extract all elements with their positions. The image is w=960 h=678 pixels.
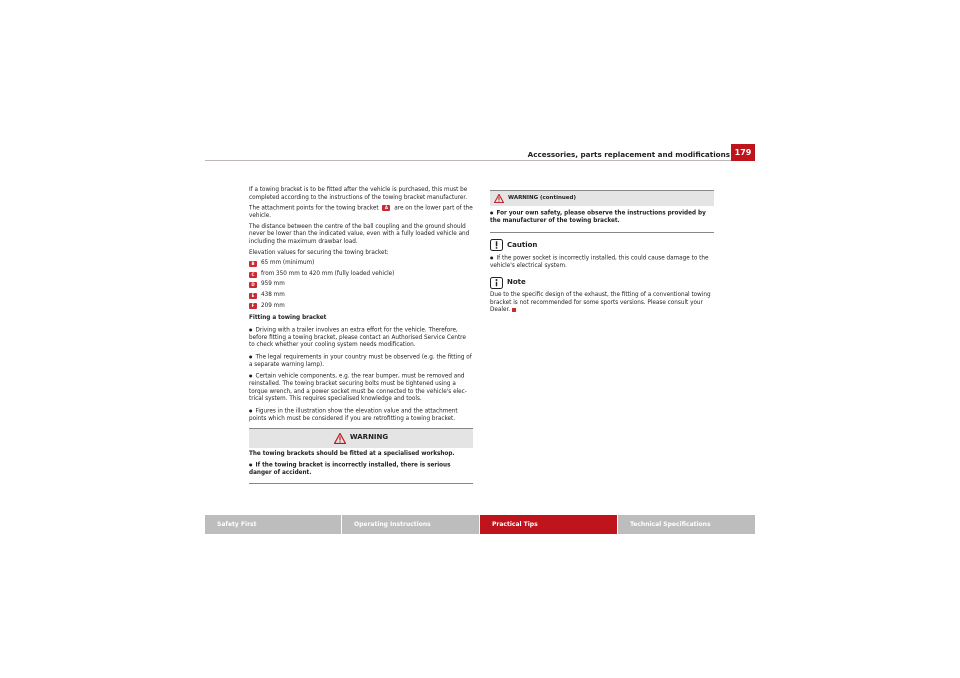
elevation-item: B 65 mm (minimum) xyxy=(249,260,473,268)
marker-d: D xyxy=(249,282,257,288)
caution-exclamation-icon xyxy=(490,239,503,251)
caution-header xyxy=(490,239,714,251)
elevation-item: D 959 mm xyxy=(249,281,473,289)
paragraph-elevation-intro: Elevation values for securing the towing bracket: xyxy=(249,249,389,256)
footer-tab-practical-tips[interactable]: Practical Tips xyxy=(480,515,617,534)
warning-line: The towing brackets should be fitted at a specialised workshop. xyxy=(249,450,455,457)
note-header xyxy=(490,277,714,289)
bullet-item: ● Figures in the illustration show the elevation value and the attachment points which must be considered if you are retrofitting a towing bracket. xyxy=(249,407,473,423)
paragraph-distance: The distance between the centre of the ball coupling and the ground should never be lower than the indicated value, even with a fully loaded vehicle and including the maximum drawbar load. xyxy=(249,223,470,246)
elevation-item: E 438 mm xyxy=(249,292,473,300)
elevation-item: F 209 mm xyxy=(249,303,473,311)
warning-continued-body xyxy=(490,206,714,233)
bullet-item: ● Certain vehicle components, e.g. the rear bumper, must be removed and reinstalled. The towing bracket securing bolts must be tightened using a torque wrench, and a power socket must be connected to the vehicle's elec-trical system. This requires specialised knowledge and tools. xyxy=(249,372,473,404)
warning-continued-header xyxy=(490,190,714,206)
bullet-item: ● The legal requirements in your country must be observed (e.g. the fitting of a separate warning lamp). xyxy=(249,353,473,369)
warning-triangle-icon xyxy=(494,194,504,203)
elevation-item: C from 350 mm to 420 mm (fully loaded vehicle) xyxy=(249,271,473,279)
footer-tab-technical-specifications[interactable]: Technical Specifications xyxy=(618,515,755,534)
warning-continued-label: WARNING (continued) xyxy=(508,194,576,201)
end-marker-icon xyxy=(512,308,516,312)
page-header-title: Accessories, parts replacement and modifications xyxy=(527,150,730,159)
marker-e: E xyxy=(249,293,257,299)
note-info-icon xyxy=(490,277,503,289)
warning-label: WARNING xyxy=(349,433,389,442)
paragraph-attachment: The attachment points for the towing bracket A are on the lower part of the vehicle. xyxy=(249,205,473,220)
warning-box xyxy=(249,428,473,484)
note-text: Due to the specific design of the exhaust, the fitting of a conventional towing bracket is not recommended for some sports versions. Please consult your Dealer. xyxy=(490,291,711,314)
marker-c: C xyxy=(249,272,257,278)
marker-b: B xyxy=(249,261,257,267)
caution-label: Caution xyxy=(507,240,538,249)
footer-tab-safety-first[interactable]: Safety First xyxy=(205,515,341,534)
subheading-fitting: Fitting a towing bracket xyxy=(249,315,327,322)
left-column xyxy=(249,187,473,484)
warning-continued-text: ● For your own safety, please observe the instructions provided by the manufacturer of the towing bracket. xyxy=(490,209,714,225)
footer-tab-operating-instructions[interactable]: Operating Instructions xyxy=(342,515,479,534)
warning-header xyxy=(249,429,473,448)
warning-bullet: ● If the towing bracket is incorrectly installed, there is serious danger of accident. xyxy=(249,461,473,477)
marker-a: A xyxy=(382,205,390,211)
note-label: Note xyxy=(507,278,526,287)
marker-f: F xyxy=(249,303,257,309)
caution-text: ● If the power socket is incorrectly installed, this could cause damage to the vehicle's electrical system. xyxy=(490,254,714,270)
page-number: 179 xyxy=(731,144,755,161)
warning-triangle-icon xyxy=(334,433,346,444)
paragraph-intro: If a towing bracket is to be fitted after the vehicle is purchased, this must be completed according to the instructions of the towing bracket manufacturer. xyxy=(249,187,468,201)
bullet-item: ● Driving with a trailer involves an extra effort for the vehicle. Therefore, before fitting a towing bracket, please contact an Authorised Service Centre to check whether your cooling system needs modification. xyxy=(249,326,473,350)
header-rule xyxy=(205,160,755,161)
right-column xyxy=(490,190,714,318)
